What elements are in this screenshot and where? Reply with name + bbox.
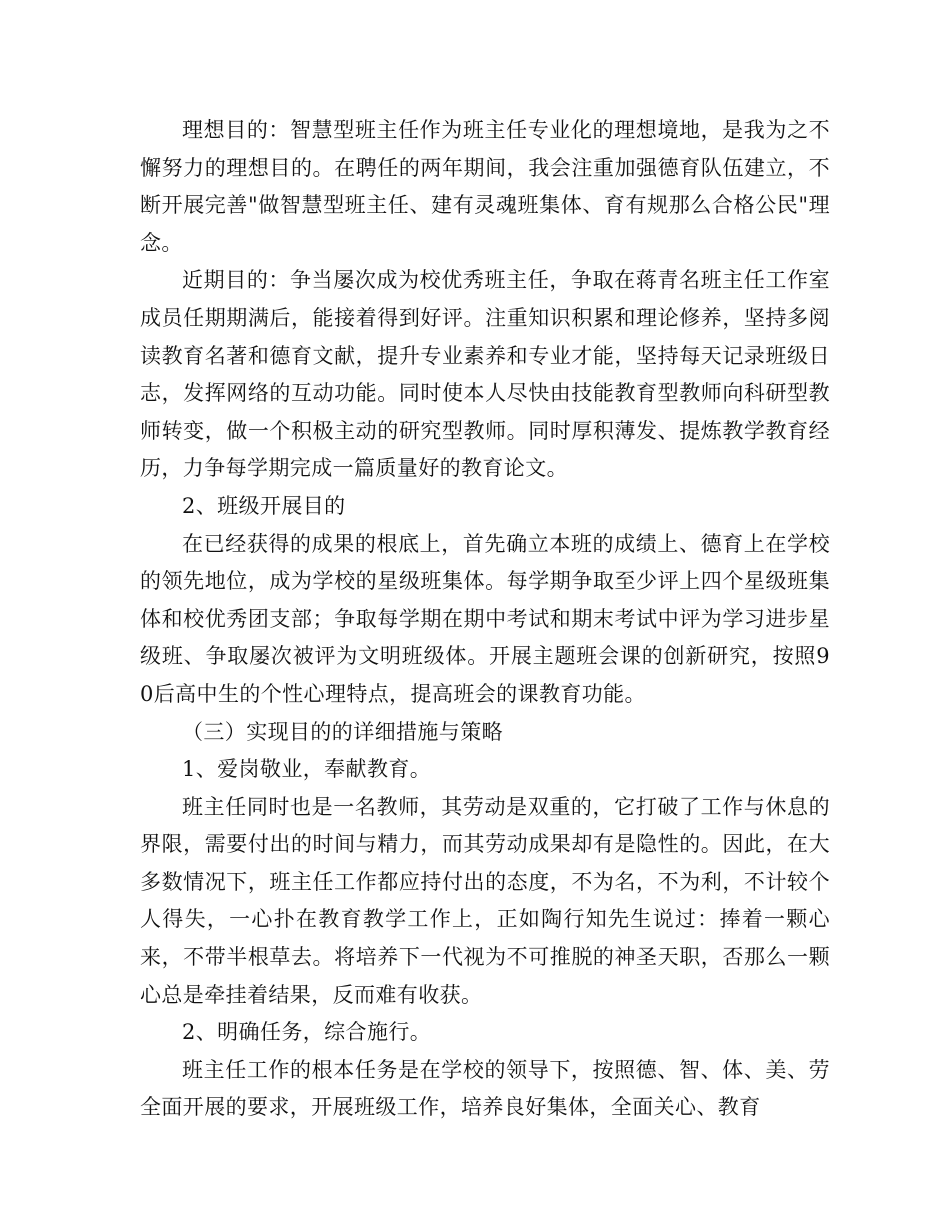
document-body [140,112,830,1127]
heading-dedication: 1、爱岗敬业，奉献教育。 [182,757,432,782]
paragraph-ideal-goal: 理想目的：智慧型班主任作为班主任专业化的理想境地，是我为之不懈努力的理想目的。在聘任的两年期间，我会注重加强德育队伍建立，不断开展完善"做智慧型班主任、建有灵魂班集体、育有规那么合格公民"理念。 [140,118,830,255]
paragraph-tasks: 班主任工作的根本任务是在学校的领导下，按照德、智、体、美、劳全面开展的要求，开展班级工作，培养良好集体，全面关心、教育 [140,1057,830,1120]
paragraph-class-goal: 在已经获得的成果的根底上，首先确立本班的成绩上、德育上在学校的领先地位，成为学校的星级班集体。每学期争取至少评上四个星级班集体和校优秀团支部；争取每学期在期中考试和期末考试中评为学习进步星级班、争取屡次被评为文明班级体。开展主题班会课的创新研究，按照90后高中生的个性心理特点，提高班会的课教育功能。 [140,531,830,706]
paragraph-dedication: 班主任同时也是一名教师，其劳动是双重的，它打破了工作与休息的界限，需要付出的时间与精力，而其劳动成果却有是隐性的。因此，在大多数情况下，班主任工作都应持付出的态度，不为名，不为利，不计较个人得失，一心扑在教育教学工作上，正如陶行知先生说过：捧着一颗心来，不带半根草去。将培养下一代视为不可推脱的神圣天职，否那么一颗心总是牵挂着结果，反而难有收获。 [140,794,830,1007]
heading-measures: （三）实现目的的详细措施与策略 [182,719,503,744]
paragraph-near-term-goal: 近期目的：争当屡次成为校优秀班主任，争取在蒋青名班主任工作室成员任期期满后，能接着得到好评。注重知识积累和理论修养，坚持多阅读教育名著和德育文献，提升专业素养和专业才能，坚持每天记录班级日志，发挥网络的互动功能。同时使本人尽快由技能教育型教师向科研型教师转变，做一个积极主动的研究型教师。同时厚积薄发、提炼教学教育经历，力争每学期完成一篇质量好的教育论文。 [140,268,830,481]
heading-class-goal: 2、班级开展目的 [182,493,346,518]
heading-tasks: 2、明确任务，综合施行。 [182,1020,432,1045]
